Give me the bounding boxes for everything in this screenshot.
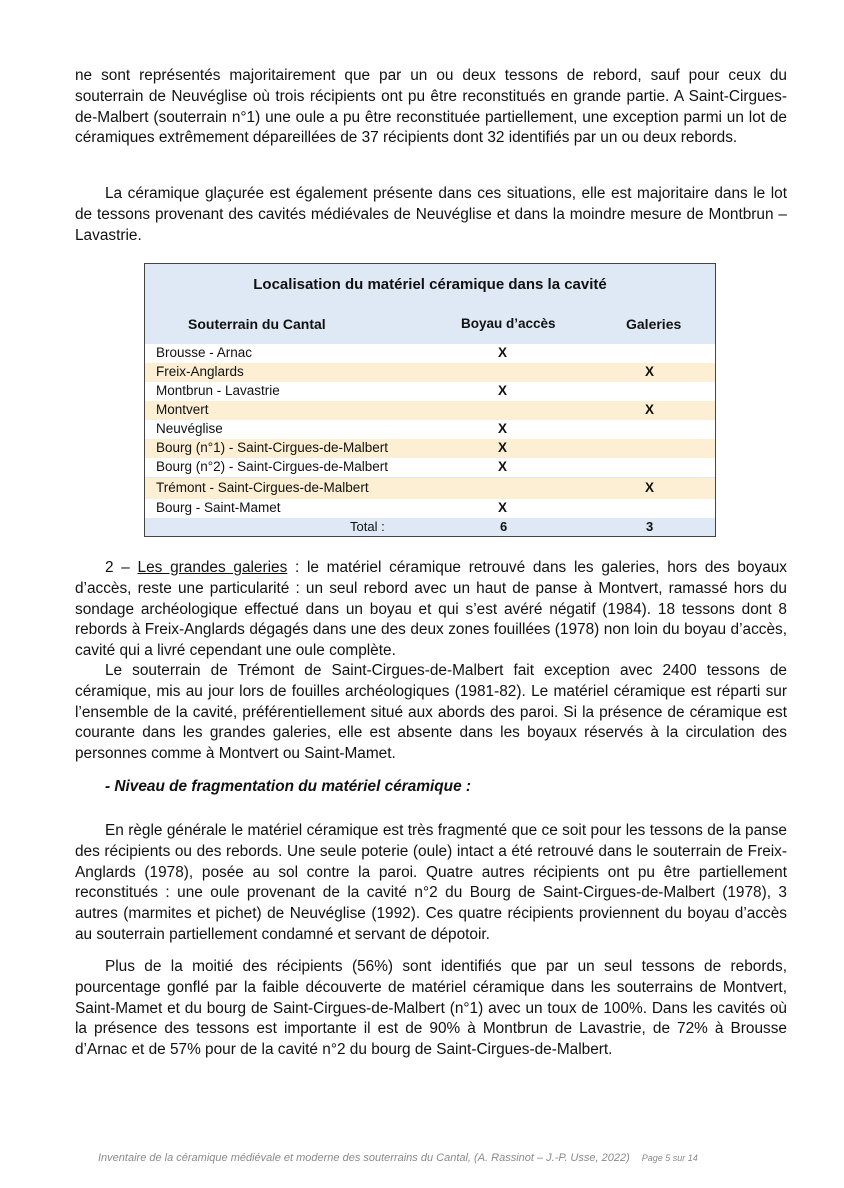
row-boyau: X — [498, 383, 508, 398]
table-header-galeries: Galeries — [626, 316, 682, 332]
row-name: Montbrun - Lavastrie — [156, 383, 280, 398]
table-header-souterrain: Souterrain du Cantal — [188, 316, 326, 332]
row-name: Bourg (n°1) - Saint-Cirgues-de-Malbert — [156, 440, 388, 455]
footer-citation: Inventaire de la céramique médiévale et moderne des souterrains du Cantal, (A. Rassinot – J.-P. Usse, 2022) — [98, 1152, 630, 1164]
table-row — [145, 499, 715, 518]
page-footer — [98, 1152, 698, 1164]
row-boyau: X — [498, 500, 508, 515]
page-number: Page 5 sur 14 — [641, 1153, 698, 1163]
paragraph-6: Plus de la moitié des récipients (56%) sont identifiés que par un seul tessons de rebords, pourcentage gonflé par la faible découverte de matériel céramique dans les souterrains de Montvert, Saint-Mamet et du bourg de Saint-Cirgues-de-Malbert (n°1) avec un toux de 100%. Dans les cavités où la présence des tessons est importante il est de 90% à Montbrun de Lavastrie, de 72% à Brousse d’Arnac et de 57% pour de la cavité n°2 du bourg de Saint-Cirgues-de-Malbert. — [75, 958, 787, 1059]
table-header-boyau: Boyau d’accès — [461, 316, 556, 331]
paragraph-4: Le souterrain de Trémont de Saint-Cirgues-de-Malbert fait exception avec 2400 tessons de céramique, mis au jour lors de fouilles archéologiques (1981-82). Le matériel céramique est réparti sur l’ensemble de la cavité, préférentiellement situé aux abords des paroi. Si la présence de céramique est courante dans les grandes galeries, elle est absente dans les boyaux réservés à la circulation des personnes comme à Montvert ou Saint-Mamet. — [75, 662, 787, 763]
row-galeries: X — [645, 480, 655, 495]
row-name: Brousse - Arnac — [156, 345, 253, 360]
row-name: Bourg - Saint-Mamet — [156, 500, 281, 515]
total-galeries: 3 — [646, 519, 654, 534]
table-row — [145, 382, 715, 401]
table-row — [145, 344, 715, 363]
table-title: Localisation du matériel céramique dans la cavité — [253, 276, 607, 293]
row-name: Neuvéglise — [156, 421, 223, 436]
row-name: Trémont - Saint-Cirgues-de-Malbert — [156, 480, 369, 495]
row-name: Freix-Anglards — [156, 364, 244, 379]
table-row — [145, 458, 715, 477]
row-galeries: X — [645, 364, 655, 379]
row-boyau: X — [498, 459, 508, 474]
paragraph-1: ne sont représentés majoritairement que par un ou deux tessons de rebord, sauf pour ceux du souterrain de Neuvéglise où trois récipients ont pu être reconstitués en grande partie. A Saint-Cirgues-de-Malbert (souterrain n°1) une oule a pu être reconstituée partiellement, une exception parmi un lot de céramiques extrêmement dépareillées de 37 récipients dont 32 identifiés par un ou deux rebords. — [75, 67, 787, 147]
section-title-grandes-galeries: Les grandes galeries — [137, 559, 288, 576]
table-row — [145, 439, 715, 458]
table-row — [145, 363, 715, 382]
row-boyau: X — [498, 440, 508, 455]
paragraph-2: La céramique glaçurée est également présente dans ces situations, elle est majoritaire dans le lot de tessons provenant des cavités médiévales de Neuvéglise et dans la moindre mesure de Montbrun – Lavastrie. — [75, 185, 787, 244]
table-total-row — [145, 518, 715, 536]
total-label: Total : — [350, 519, 385, 534]
row-name: Montvert — [156, 402, 209, 417]
ceramic-location-table — [144, 263, 716, 537]
table-row — [145, 401, 715, 420]
row-name: Bourg (n°2) - Saint-Cirgues-de-Malbert — [156, 459, 388, 474]
row-boyau: X — [498, 421, 508, 436]
section-heading-fragmentation: - Niveau de fragmentation du matériel céramique : — [105, 778, 472, 795]
paragraph-5: En règle générale le matériel céramique est très fragmenté que ce soit pour les tessons de la panse des récipients ou des rebords. Une seule poterie (oule) intact a été retrouvé dans le souterrain de Freix-Anglards (1978), posée au sol contre la paroi. Quatre autres récipients ont pu être partiellement reconstitués : une oule provenant de la cavité n°2 du Bourg de Saint-Cirgues-de-Malbert (1978), 3 autres (marmites et pichet) de Neuvéglise (1992). Ces quatre récipients proviennent du boyau d’accès au souterrain partiellement condamné et servant de dépotoir. — [75, 822, 787, 943]
row-boyau: X — [498, 345, 508, 360]
table-row — [145, 420, 715, 439]
paragraph-3: 2 – Les grandes galeries : le matériel céramique retrouvé dans les galeries, hors des boyaux d’accès, reste une particularité : un seul rebord avec un haut de panse à Montvert, ramassé hors du sondage archéologique effectué dans un boyau et qui s’est avéré négatif (1984). 18 tessons dont 8 rebords à Freix-Anglards dégagés dans une des deux zones fouillées (1978) non loin du boyau d’accès, cavité qui a livré cependant une oule complète. — [75, 559, 788, 660]
row-galeries: X — [645, 402, 655, 417]
total-boyau: 6 — [500, 519, 508, 534]
table-row — [145, 478, 715, 499]
